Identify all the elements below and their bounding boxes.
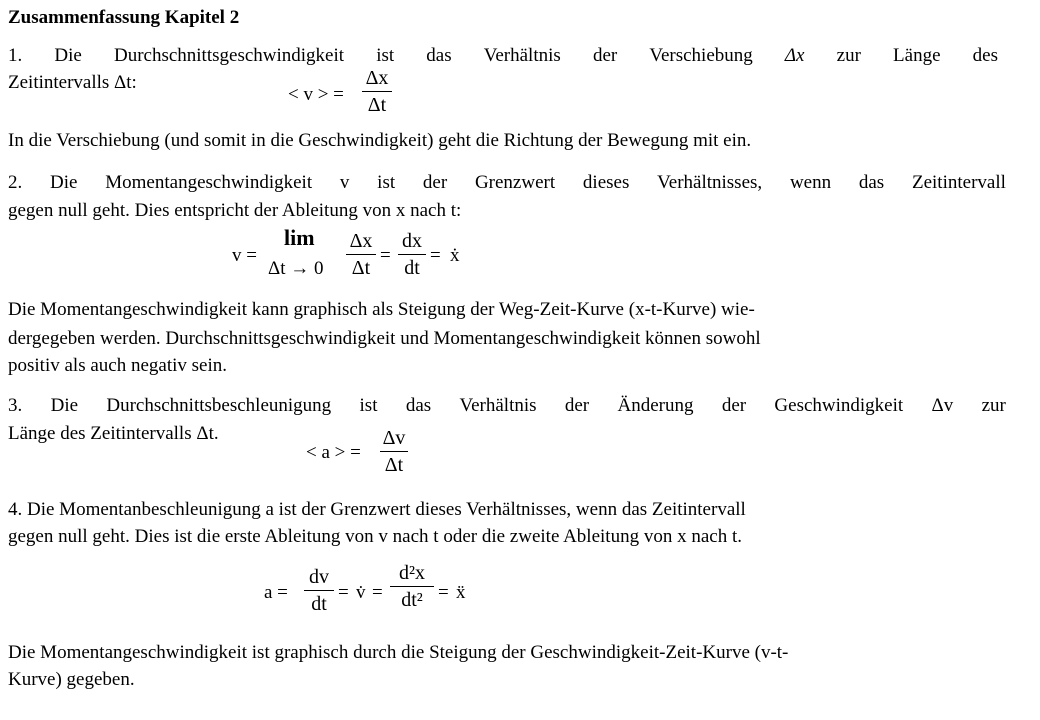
p2b-line3: positiv als auch negativ sein. — [8, 355, 227, 376]
formula-inst-velocity-frac2: dx dt — [398, 230, 426, 279]
p4-line2: gegen null geht. Dies ist die erste Ableitung von v nach t oder die zweite Ableitung von x nach t. — [8, 526, 742, 547]
p1-line2: Zeitintervalls Δt: — [8, 72, 137, 93]
formula-lim: lim — [284, 225, 315, 250]
p4b-line2: Kurve) gegeben. — [8, 669, 135, 690]
p2-line2: gegen null geht. Dies entspricht der Ableitung von x nach t: — [8, 200, 462, 221]
formula-lim-sub: Δt → 0 — [268, 258, 324, 279]
formula-eq2: = — [430, 245, 441, 266]
formula-eq2: = — [372, 582, 383, 603]
formula-eq3: = — [438, 582, 449, 603]
formula-eq1: = — [338, 582, 349, 603]
formula-inst-accel-frac1: dv dt — [304, 566, 334, 615]
formula-inst-accel-lhs: a = — [264, 582, 288, 603]
p4-line1: 4. Die Momentanbeschleunigung a ist der Grenzwert dieses Verhältnisses, wenn das Zeitintervall — [8, 499, 746, 520]
formula-eq1: = — [380, 245, 391, 266]
formula-vdot: v̇ — [356, 582, 366, 603]
formula-inst-accel-frac2: d²x dt² — [390, 562, 434, 611]
formula-avg-velocity-fraction: Δx Δt — [362, 67, 392, 116]
formula-xdot: ẋ — [450, 245, 460, 266]
p3-line2: Länge des Zeitintervalls Δt. — [8, 423, 219, 444]
p1b-text: In die Verschiebung (und somit in die Geschwindigkeit) geht die Richtung der Bewegung mit ein. — [8, 130, 752, 151]
formula-inst-velocity-frac1: Δx Δt — [346, 230, 376, 279]
formula-avg-accel-lhs: < a > = — [306, 442, 361, 463]
formula-avg-velocity-lhs: < v > = — [288, 84, 344, 105]
p2-line1: 2. Die Momentangeschwindigkeit v ist der Grenzwert dieses Verhältnisses, wenn das Zeitintervall — [8, 172, 1006, 193]
p2b-line1: Die Momentangeschwindigkeit kann graphisch als Steigung der Weg-Zeit-Kurve (x-t-Kurve) wie- — [8, 299, 755, 320]
p2b-line2: dergegeben werden. Durchschnittsgeschwindigkeit und Momentangeschwindigkeit können sowohl — [8, 328, 761, 349]
formula-xddot: ẍ — [456, 582, 466, 603]
page-title: Zusammenfassung Kapitel 2 — [8, 7, 240, 28]
p1-line1: 1. Die Durchschnittsgeschwindigkeit ist das Verhältnis der Verschiebung Δx zur Länge des — [8, 45, 998, 66]
p3-line1: 3. Die Durchschnittsbeschleunigung ist das Verhältnis der Änderung der Geschwindigkeit Δv zur — [8, 395, 1006, 416]
formula-avg-accel-fraction: Δv Δt — [380, 427, 408, 476]
formula-inst-velocity-lhs: v = — [232, 245, 257, 266]
p4b-line1: Die Momentangeschwindigkeit ist graphisch durch die Steigung der Geschwindigkeit-Zeit-Kurve (v-t- — [8, 642, 789, 663]
